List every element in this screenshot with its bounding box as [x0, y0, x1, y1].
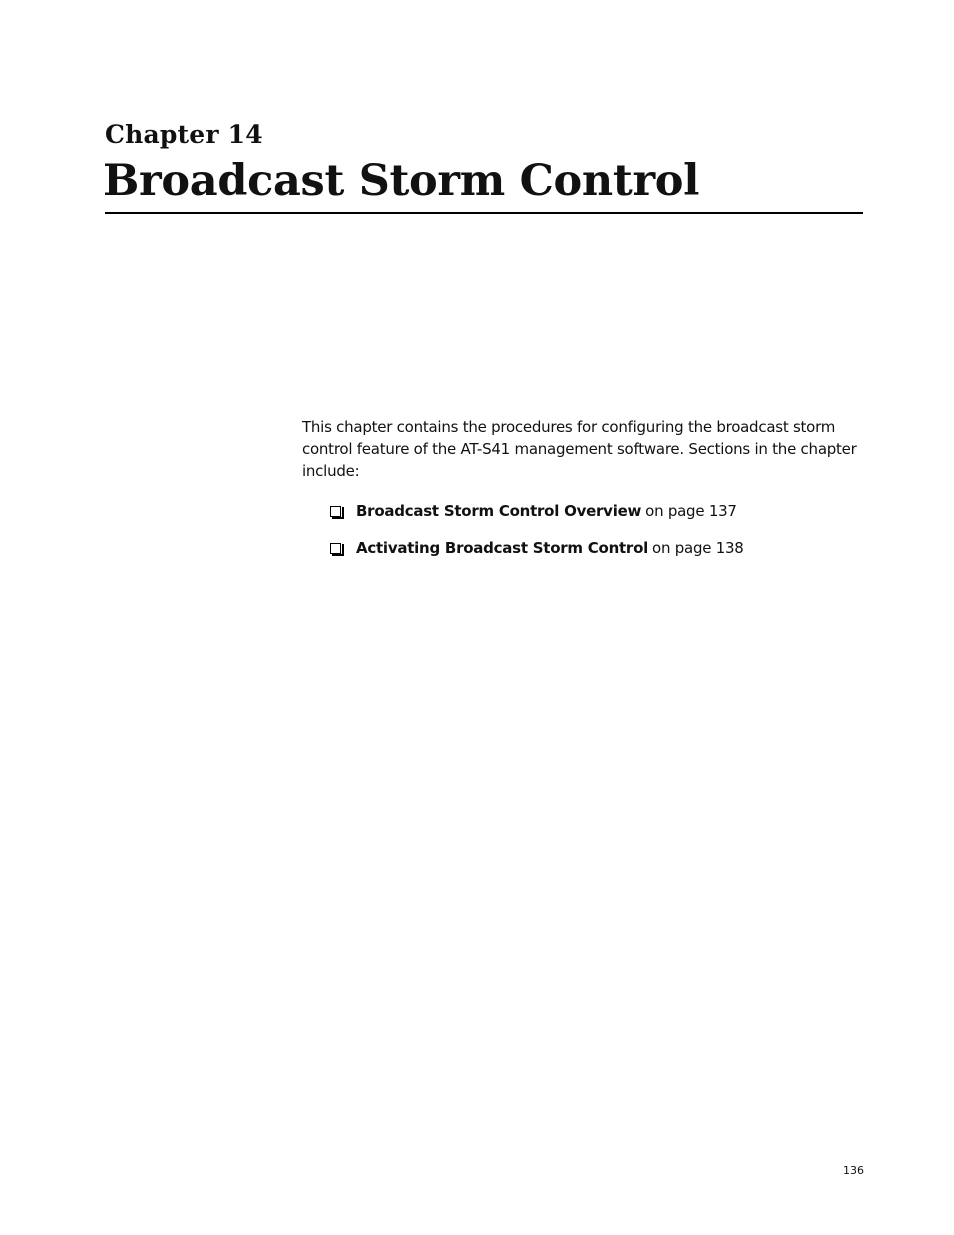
checkbox-icon	[330, 543, 341, 554]
page-number: 136	[843, 1164, 864, 1177]
section-link-overview[interactable]: Broadcast Storm Control Overview	[356, 502, 642, 520]
page-title: Broadcast Storm Control	[103, 156, 700, 206]
intro-paragraph: This chapter contains the procedures for configuring the broadcast storm control feature of the AT-S41 management software. Sections in the chapter include:	[302, 418, 857, 480]
section-link-activating[interactable]: Activating Broadcast Storm Control	[356, 539, 649, 557]
title-divider	[105, 212, 863, 214]
list-item	[330, 537, 744, 559]
section-page-reference: on page 137	[645, 502, 737, 520]
chapter-label: Chapter 14	[105, 120, 263, 149]
checkbox-icon	[330, 506, 341, 517]
section-list	[330, 500, 744, 574]
list-item	[330, 500, 744, 522]
section-page-reference: on page 138	[652, 539, 744, 557]
